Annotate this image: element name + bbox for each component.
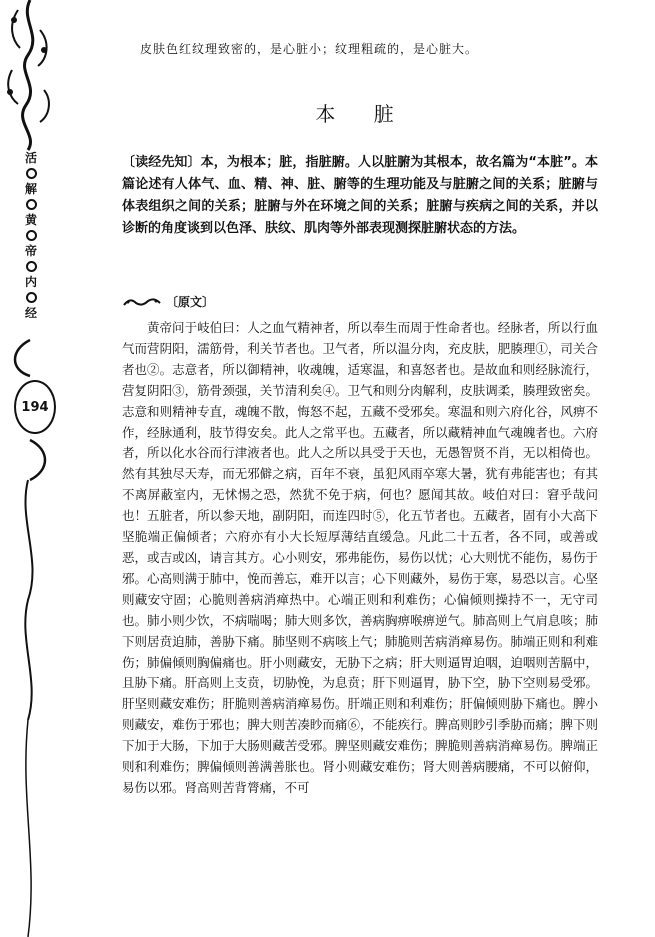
section-label: 〔原文〕 (166, 295, 215, 309)
section-heading (122, 293, 214, 310)
page-number: 194 (14, 380, 56, 434)
vertical-title-char: 经 (24, 306, 37, 320)
circle-ornament-icon (26, 292, 37, 303)
ornament-icon (122, 297, 162, 307)
margin-decoration (0, 0, 60, 937)
vertical-title-char: 帝 (24, 244, 37, 258)
vertical-title-char: 活 (24, 151, 37, 165)
top-text-line: 皮肤色红纹理致密的，是心脏小；纹理粗疏的，是心脏大。 (140, 42, 479, 56)
circle-ornament-icon (26, 168, 37, 179)
vertical-title-char: 黄 (24, 213, 37, 227)
circle-ornament-icon (26, 261, 37, 272)
vertical-book-title (20, 150, 42, 321)
vertical-title-char: 解 (24, 182, 37, 196)
vertical-title-char: 内 (24, 275, 37, 289)
chapter-title: 本 脏 (315, 102, 410, 126)
circle-ornament-icon (26, 230, 37, 241)
intro-paragraph: 〔读经先知〕本，为根本；脏，指脏腑。人以脏腑为其根本，故名篇为“本脏”。本篇论述有人体气、血、精、神、脏、腑等的生理功能及与脏腑之间的关系；脏腑与体表组织之间的关系；脏腑与外在环境之间的关系；脏腑与疾病之间的关系，并以诊断的角度谈到以色泽、肤纹、肌肉等外部表现测探脏腑状态的方法。 (122, 155, 598, 236)
circle-ornament-icon (26, 199, 37, 210)
original-text-body: 黄帝问于岐伯曰：人之血气精神者，所以奉生而周于性命者也。经脉者，所以行血气而营阴阳，濡筋骨，利关节者也。卫气者，所以温分肉，充皮肤，肥腠理①，司关合者也②。志意者，所以御精神，收魂魄，适寒温，和喜怒者也。是故血和则经脉流行，营复阴阳③，筋骨颈强，关节清利矣④。卫气和则分肉解利，皮肤调柔，腠理致密矣。志意和则精神专直，魂魄不散，悔怒不起，五藏不受邪矣。寒温和则六府化谷，风痹不作，经脉通利，肢节得安矣。此人之常平也。五藏者，所以藏精神血气魂魄者也。六府者，所以化水谷而行津液者也。此人之所以具受于天也，无愚智贤不肖，无以相倚也。然有其独尽天寿，而无邪僻之病，百年不衰，虽犯风雨卒寒大暑，犹有弗能害也；有其不离屏蔽室内，无怵惕之恐，然犹不免于病，何也？愿闻其故。岐伯对曰：窘乎哉问也！五脏者，所以参天地，副阴阳，而连四时⑤，化五节者也。五藏者，固有小大高下坚脆端正偏倾者；六府亦有小大长短厚薄结直缓急。凡此二十五者，各不同，或善或恶，或吉或凶，请言其方。心小则安，邪弗能伤，易伤以忧；心大则忧不能伤，易伤于邪。心高则满于肺中，悗而善忘，难开以言；心下则藏外，易伤于寒，易恐以言。心坚则藏安守固；心脆则善病消瘅热中。心端正则和利难伤；心偏倾则操持不一，无守司也。肺小则少饮，不病喘喝；肺大则多饮，善病胸痹喉痹逆气。肺高则上气肩息咳；肺下则居贲迫肺，善胁下痛。肺坚则不病咳上气；肺脆则苦病消瘅易伤。肺端正则和利难伤；肺偏倾则胸偏痛也。肝小则藏安，无胁下之病；肝大则逼胃迫咽，迫咽则苦膈中，且胁下痛。肝高则上支贲，切胁悗，为息贲；肝下则逼胃，胁下空，胁下空则易受邪。肝坚则藏安难伤；肝脆则善病消瘅易伤。肝端正则和利难伤；肝偏倾则胁下痛也。脾小则藏安，难伤于邪也；脾大则苦凑眇而痛⑥，不能疾行。脾高则眇引季胁而痛；脾下则下加于大肠，下加于大肠则藏苦受邪。脾坚则藏安难伤；脾脆则善病消瘅易伤。脾端正则和利难伤；脾偏倾则善满善胀也。肾小则藏安难伤；肾大则善病腰痛，不可以俯仰，易伤以邪。肾高则苦背膂痛，不可 (122, 320, 598, 795)
